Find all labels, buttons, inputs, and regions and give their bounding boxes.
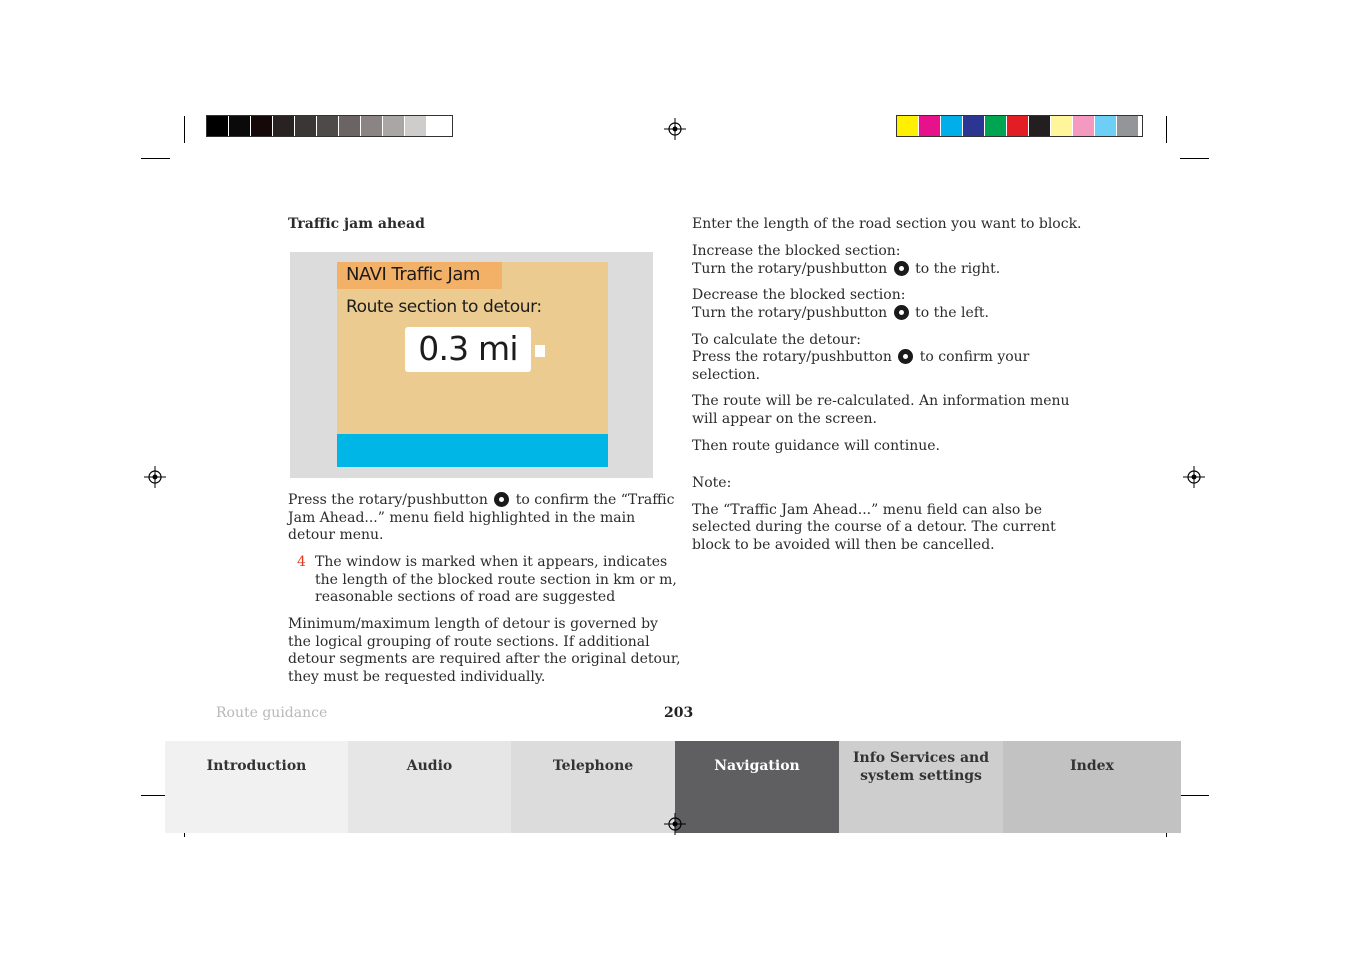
rotary-pushbutton-icon <box>898 349 913 364</box>
detour-length-value: 0.3 mi <box>418 329 518 368</box>
color-swatch <box>1029 116 1051 136</box>
color-swatch <box>295 116 317 136</box>
recalc-text: will appear on the screen. <box>692 411 877 427</box>
recalc-text: The route will be re-calculated. An information menu <box>692 393 1070 409</box>
tab-telephone[interactable] <box>511 741 675 833</box>
note-text: selected during the course of a detour. The current <box>692 519 1056 535</box>
text: to confirm the “Traffic <box>515 492 675 508</box>
detour-length-field <box>405 327 531 372</box>
display-title: NAVI Traffic Jam <box>346 264 480 285</box>
crop-mark <box>184 116 185 143</box>
color-swatch <box>897 116 919 136</box>
section-heading: Traffic jam ahead <box>288 216 425 232</box>
text: Turn the rotary/pushbutton <box>692 305 888 321</box>
display-prompt: Route section to detour: <box>346 297 542 317</box>
tab-audio[interactable] <box>348 741 511 833</box>
color-swatch <box>317 116 339 136</box>
intro-text: Enter the length of the road section you want to block. <box>692 216 1082 232</box>
paragraph-minmax-line: they must be requested individually. <box>288 669 546 685</box>
color-swatch <box>1051 116 1073 136</box>
note-text: block to be avoided will then be cancelled. <box>692 537 995 553</box>
tab-label: Info Services and <box>852 750 990 766</box>
calculate-instruction-end: selection. <box>692 367 761 383</box>
navi-display <box>337 262 608 467</box>
color-swatch <box>361 116 383 136</box>
color-swatch <box>941 116 963 136</box>
calculate-label: To calculate the detour: <box>692 332 861 348</box>
color-swatch <box>207 116 229 136</box>
decrease-label: Decrease the blocked section: <box>692 287 906 303</box>
tab-label: Introduction <box>206 758 307 774</box>
crop-mark <box>1180 795 1209 796</box>
list-item-line: The window is marked when it appears, indicates <box>315 554 668 570</box>
note-label: Note: <box>692 475 732 491</box>
display-bottom-bar <box>337 434 608 467</box>
registration-mark-icon <box>1183 466 1205 488</box>
color-swatch <box>229 116 251 136</box>
tab-label: Telephone <box>552 758 634 774</box>
text: Turn the rotary/pushbutton <box>692 261 888 277</box>
paragraph-confirm-line2: Jam Ahead...” menu field highlighted in the main <box>288 510 636 526</box>
color-swatch <box>963 116 985 136</box>
paragraph-confirm-line3: detour menu. <box>288 527 384 543</box>
footer-section-title: Route guidance <box>216 705 328 721</box>
registration-mark-icon <box>144 466 166 488</box>
color-swatch <box>251 116 273 136</box>
registration-mark-icon <box>664 118 686 140</box>
list-number: 4 <box>297 554 306 570</box>
text: to the left. <box>915 305 989 321</box>
color-swatch <box>405 116 427 136</box>
color-swatch <box>1073 116 1095 136</box>
tab-introduction[interactable] <box>165 741 348 833</box>
list-item-line: the length of the blocked route section in km or m, <box>315 572 677 588</box>
tab-info-services[interactable] <box>839 741 1003 833</box>
paragraph-confirm-line1 <box>288 492 675 510</box>
color-swatch <box>985 116 1007 136</box>
color-swatch <box>1117 116 1139 136</box>
screen-illustration <box>290 252 653 478</box>
crop-mark <box>1180 158 1209 159</box>
continue-text: Then route guidance will continue. <box>692 438 940 454</box>
paragraph-minmax-line: Minimum/maximum length of detour is governed by <box>288 616 658 632</box>
tab-label: Navigation <box>714 758 800 774</box>
color-swatch <box>919 116 941 136</box>
color-swatch <box>1007 116 1029 136</box>
text: Press the rotary/pushbutton <box>692 349 892 365</box>
process-color-bar <box>897 116 1139 136</box>
tab-label: system settings <box>860 768 982 784</box>
note-text: The “Traffic Jam Ahead...” menu field can also be <box>692 502 1043 518</box>
rotary-pushbutton-icon <box>894 305 909 320</box>
color-swatch <box>427 116 449 136</box>
page-number: 203 <box>664 705 694 721</box>
paragraph-minmax-line: the logical grouping of route sections. If additional <box>288 634 650 650</box>
decrease-instruction <box>692 305 989 323</box>
crop-mark <box>141 158 170 159</box>
rotary-pushbutton-icon <box>494 492 509 507</box>
color-swatch <box>383 116 405 136</box>
tab-label: Index <box>1070 758 1114 774</box>
text: to confirm your <box>919 349 1030 365</box>
increase-label: Increase the blocked section: <box>692 243 901 259</box>
grayscale-color-bar <box>207 116 449 136</box>
rotary-pushbutton-icon <box>894 261 909 276</box>
color-swatch <box>339 116 361 136</box>
crop-mark <box>1166 116 1167 143</box>
calculate-instruction <box>692 349 1029 367</box>
color-swatch <box>273 116 295 136</box>
increase-instruction <box>692 261 1000 279</box>
registration-mark-icon <box>664 813 686 835</box>
text: Press the rotary/pushbutton <box>288 492 488 508</box>
paragraph-minmax-line: detour segments are required after the original detour, <box>288 651 681 667</box>
color-swatch <box>1095 116 1117 136</box>
selection-cursor <box>535 345 545 357</box>
text: to the right. <box>915 261 1001 277</box>
tab-index[interactable] <box>1003 741 1181 833</box>
list-item-line: reasonable sections of road are suggested <box>315 589 616 605</box>
tab-navigation[interactable] <box>675 741 839 833</box>
tab-label: Audio <box>406 758 453 774</box>
